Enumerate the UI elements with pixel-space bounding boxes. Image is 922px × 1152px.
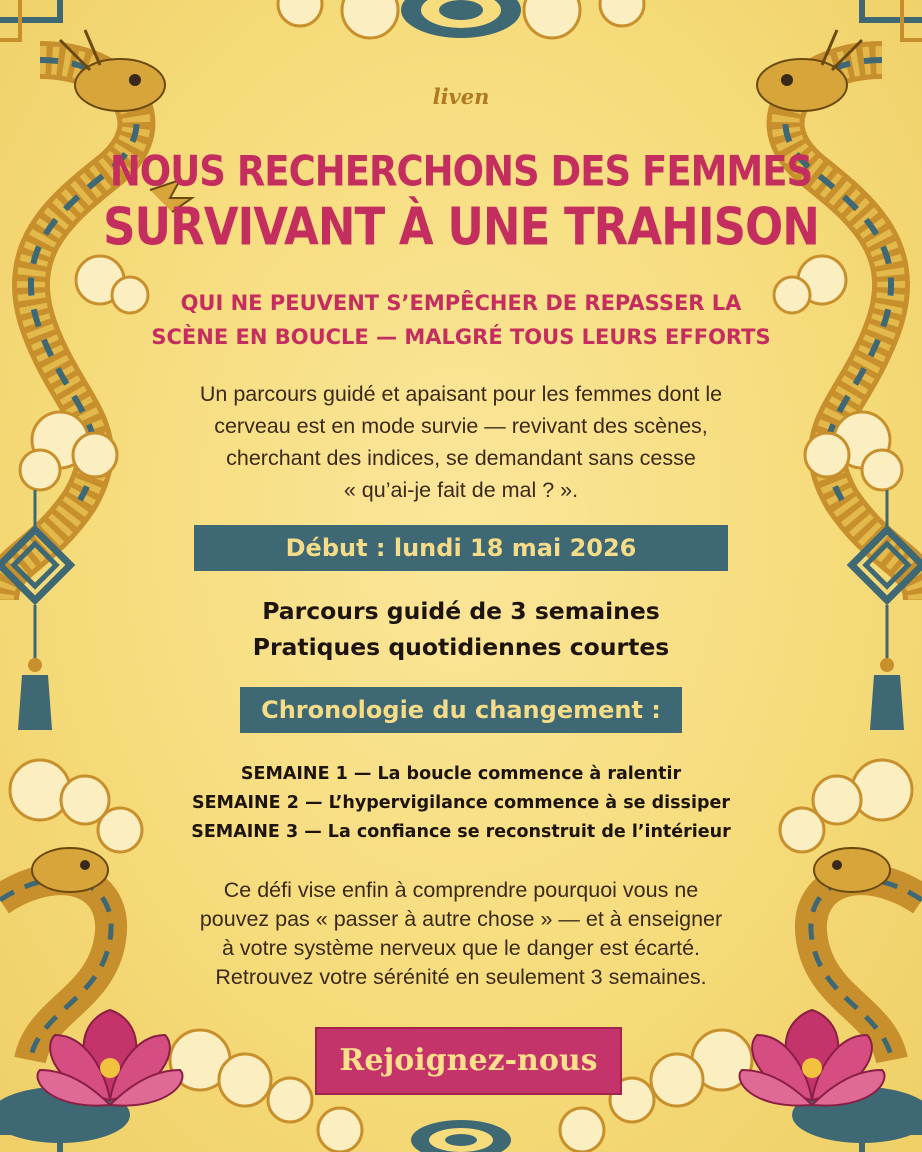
intro-paragraph — [0, 378, 922, 506]
outro-line-4: Retrouvez votre sérénité en seulement 3 semaines. — [215, 965, 707, 989]
top-left-corner-ornament — [0, 0, 60, 40]
week-item-3: SEMAINE 3 — La confiance se reconstruit de l’intérieur — [191, 822, 731, 842]
intro-line-3: cherchant des indices, se demandant sans cesse — [226, 446, 696, 470]
intro-line-1: Un parcours guidé et apaisant pour les femmes dont le — [199, 382, 723, 406]
bottom-knot-ornament — [411, 1120, 511, 1152]
weeks-list — [0, 760, 922, 847]
outro-line-1: Ce défi vise enfin à comprendre pourquoi vous ne — [223, 878, 699, 902]
headline-line-1: NOUS RECHERCHONS DES FEMMES — [109, 147, 813, 196]
outro-line-3: à votre système nerveux que le danger est écarté. — [221, 936, 701, 960]
program-details — [0, 593, 922, 665]
intro-line-4: « qu’ai-je fait de mal ? ». — [343, 478, 579, 502]
outro-paragraph — [0, 876, 922, 992]
top-right-corner-ornament — [862, 0, 922, 40]
intro-line-2: cerveau est en mode survie — revivant des scènes, — [214, 414, 708, 438]
subheadline — [0, 286, 922, 354]
start-date-banner: Début : lundi 18 mai 2026 — [194, 525, 728, 571]
subheadline-line-1: QUI NE PEUVENT S’EMPÊCHER DE REPASSER LA — [180, 291, 742, 315]
subheadline-line-2: SCÈNE EN BOUCLE — MALGRÉ TOUS LEURS EFFORTS — [151, 325, 771, 349]
program-line-1: Parcours guidé de 3 semaines — [262, 597, 660, 625]
join-button[interactable]: Rejoignez-nous — [315, 1027, 622, 1095]
week-item-1: SEMAINE 1 — La boucle commence à ralentir — [240, 764, 682, 784]
headline-line-2: SURVIVANT À UNE TRAHISON — [103, 196, 819, 257]
timeline-banner: Chronologie du changement : — [240, 687, 682, 733]
week-item-2: SEMAINE 2 — L’hypervigilance commence à se dissiper — [192, 793, 730, 813]
brand-logo: liven — [432, 84, 490, 109]
outro-line-2: pouvez pas « passer à autre chose » — et à enseigner — [199, 907, 723, 931]
top-knot-ornament — [278, 0, 644, 38]
program-line-2: Pratiques quotidiennes courtes — [252, 633, 670, 661]
